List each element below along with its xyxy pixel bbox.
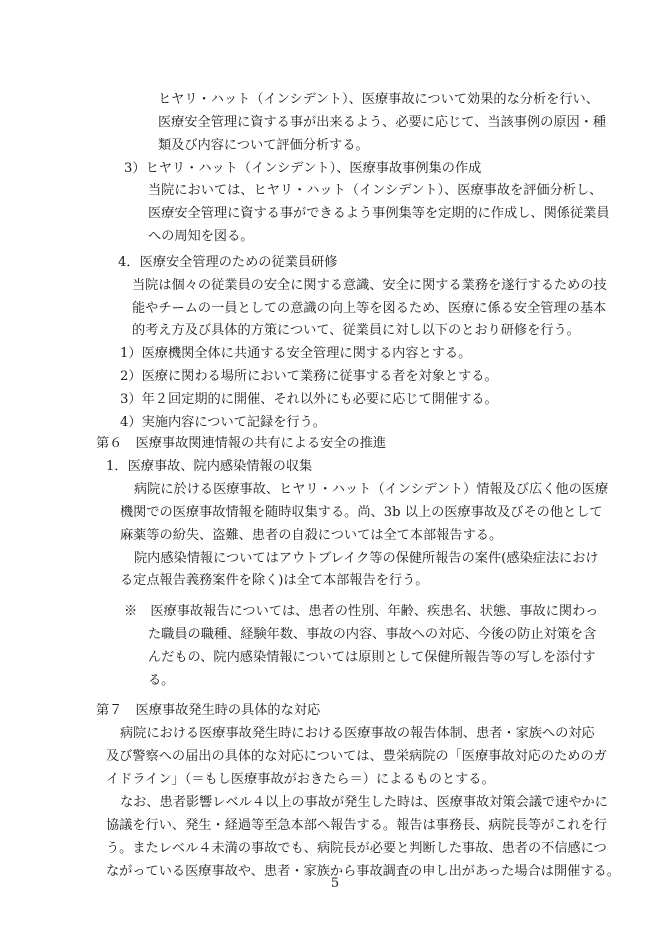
text-line: 病院における医療事故発生時における医療事故の報告体制、患者・家族への対応 xyxy=(120,726,595,741)
text-line: 病院に於ける医療事故、ヒヤリ・ハット（インシデント）情報及び広く他の医療 xyxy=(134,482,609,497)
text-line: なお、患者影響レベル４以上の事故が発生した時は、医療事故対策会議で速やかに xyxy=(120,795,608,810)
chapter-heading: 第６ 医療事故関連情報の共有による安全の推進 xyxy=(96,436,387,451)
text-line: ヒヤリ・ハット（インシデント）、医療事故について効果的な分析を行い、 xyxy=(158,92,599,107)
text-line: 機関での医療事故情報を随時収集する。尚、3b 以上の医療事故及びその他として xyxy=(120,505,603,520)
text-line: 協議を行い、発生・経過等至急本部へ報告する。報告は事務長、病院長等がこれを行 xyxy=(106,818,608,833)
list-item: 4）実施内容について記録を行う。 xyxy=(120,415,326,430)
section-heading: 4．医療安全管理のための従業員研修 xyxy=(118,255,338,270)
text-line: 医療安全管理に資する事ができるよう事例集等を定期的に作成し、関係従業員 xyxy=(148,206,610,221)
text-line: 及び警察への届出の具体的な対応については、豊栄病院の「医療事故対応のためのガ xyxy=(106,749,607,764)
text-line: ながっている医療事故や、患者・家族から事故調査の申し出があった場合は開催する。 xyxy=(106,864,620,879)
note-line: んだもの、院内感染情報については原則として保健所報告等の写しを添付す xyxy=(148,650,596,665)
text-line: 院内感染情報についてはアウトブレイク等の保健所報告の案件(感染症法におけ xyxy=(134,551,599,566)
note-line: た職員の職種、経験年数、事故の内容、事故への対応、今後の防止対策を含 xyxy=(148,627,597,642)
text-line: イドライン」（＝もし医療事故がおきたら＝）によるものとする。 xyxy=(106,772,495,787)
note-line: ※ 医療事故報告については、患者の性別、年齢、疾患名、状態、事故に関わっ xyxy=(124,604,599,619)
text-line: 類及び内容について評価分析する。 xyxy=(158,138,369,153)
subsection-heading: 3）ヒヤリ・ハット（インシデント）、医療事故事例集の作成 xyxy=(124,161,482,176)
text-line: 当院においては、ヒヤリ・ハット（インシデント）、医療事故を評価分析し、 xyxy=(148,183,603,198)
text-line: 医療安全管理に資する事が出来るよう、必要に応じて、当該事例の原因・種 xyxy=(158,115,607,130)
text-line: 的考え方及び具体的方策について、従業員に対し以下のとおり研修を行う。 xyxy=(132,323,580,338)
text-line: る定点報告義務案件を除く)は全て本部報告を行う。 xyxy=(120,573,429,588)
text-line: 麻薬等の紛失、盗難、患者の自殺については全て本部報告する。 xyxy=(120,528,503,543)
note-line: る。 xyxy=(148,673,175,688)
list-item: 3）年２回定期的に開催、それ以外にも必要に応じて開催する。 xyxy=(120,392,498,407)
text-line: 能やチームの一員としての意識の向上等を図るため、医療に係る安全管理の基本 xyxy=(132,301,607,316)
list-item: 1）医療機関全体に共通する安全管理に関する内容とする。 xyxy=(120,346,472,361)
section-heading: 1．医療事故、院内感染情報の収集 xyxy=(106,459,313,474)
text-line: 当院は個々の従業員の安全に関する意識、安全に関する業務を遂行するための技 xyxy=(132,278,607,293)
list-item: 2）医療に関わる場所において業務に従事する者を対象とする。 xyxy=(120,369,498,384)
chapter-heading: 第７ 医療事故発生時の具体的な対応 xyxy=(96,703,321,718)
page-number: 5 xyxy=(330,876,340,891)
text-line: う。またレベル４未満の事故でも、病院長が必要と判断した事故、患者の不信感につ xyxy=(106,841,607,856)
text-line: への周知を図る。 xyxy=(148,229,254,244)
